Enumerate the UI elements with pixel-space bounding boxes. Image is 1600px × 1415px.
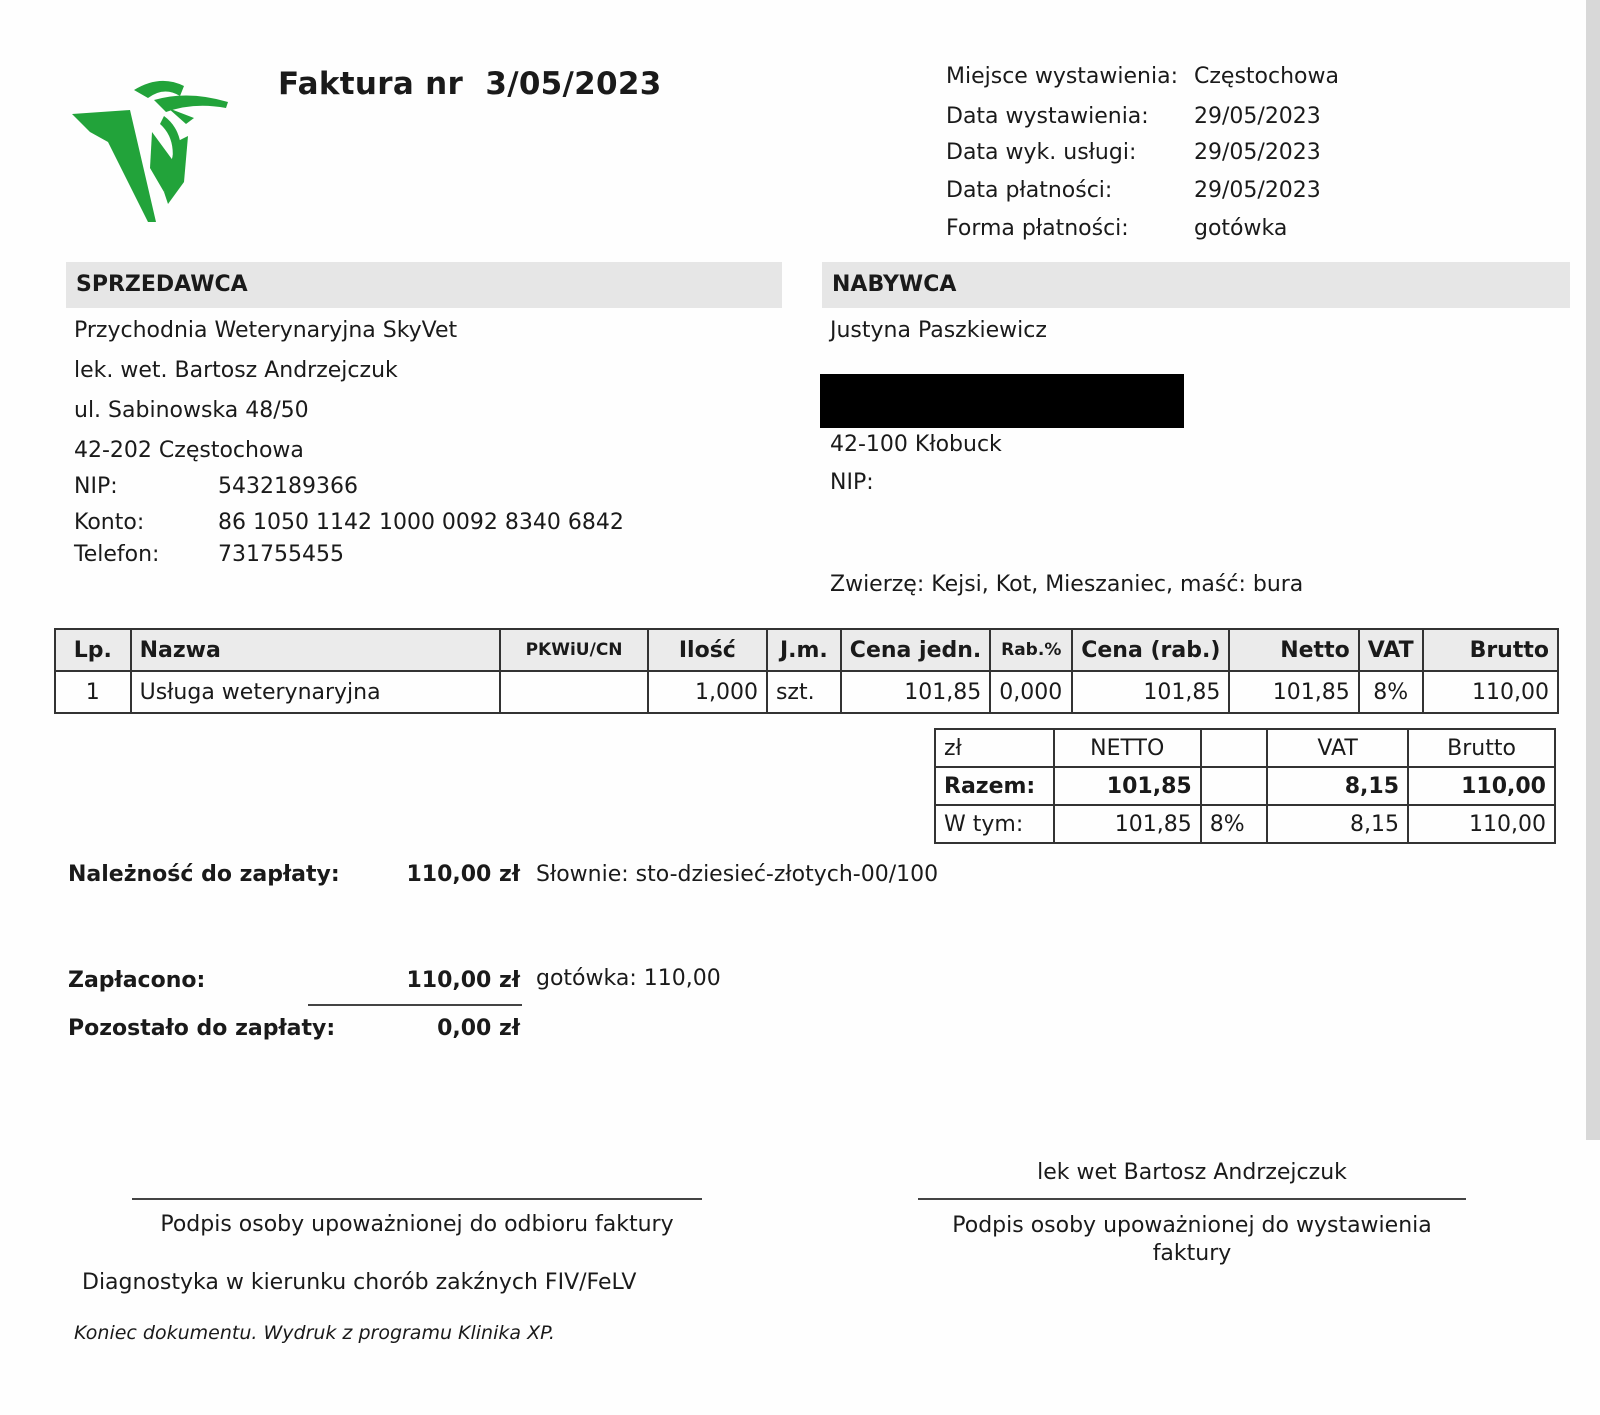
redacted-address [820, 374, 1184, 428]
col-net: Netto [1229, 629, 1358, 671]
cell-vat: 8% [1359, 671, 1423, 713]
seller-city: 42-202 Częstochowa [74, 438, 304, 463]
summary-total-vat: 8,15 [1267, 767, 1408, 805]
seller-person: lek. wet. Bartosz Andrzejczuk [74, 358, 398, 383]
table-row [55, 671, 1558, 713]
col-lp: Lp. [55, 629, 131, 671]
buyer-nip-label: NIP: [830, 470, 874, 495]
diagnosis-note: Diagnostyka w kierunku chorób zakźnych FIV/FeLV [82, 1270, 637, 1295]
summary-rate-header [1201, 729, 1267, 767]
remaining-value: 0,00 zł [437, 1016, 520, 1041]
items-header-row [55, 629, 1558, 671]
meta-place-value: Częstochowa [1194, 64, 1339, 89]
cell-unit: szt. [767, 671, 841, 713]
seller-nip: 5432189366 [218, 474, 358, 499]
cell-unit-price: 101,85 [841, 671, 990, 713]
col-unit-price: Cena jedn. [841, 629, 990, 671]
col-name: Nazwa [131, 629, 501, 671]
summary-incl-net: 101,85 [1054, 805, 1201, 843]
scan-edge [1586, 0, 1600, 1140]
amount-in-words: Słownie: sto-dziesieć-złotych-00/100 [536, 862, 939, 887]
summary-gross-header: Brutto [1408, 729, 1555, 767]
summary-incl-vat: 8,15 [1267, 805, 1408, 843]
seller-nip-label: NIP: [74, 474, 118, 499]
invoice-title: Faktura nr 3/05/2023 [278, 66, 662, 102]
summary-incl-rate: 8% [1201, 805, 1267, 843]
cell-lp: 1 [55, 671, 131, 713]
summary-incl-label: W tym: [935, 805, 1054, 843]
col-unit: J.m. [767, 629, 841, 671]
summary-incl-row [935, 805, 1555, 843]
summary-total-rate [1201, 767, 1267, 805]
meta-payment-date-label: Data płatności: [946, 178, 1113, 203]
meta-service-date-label: Data wyk. usługi: [946, 140, 1137, 165]
seller-account-label: Konto: [74, 510, 145, 535]
seller-street: ul. Sabinowska 48/50 [74, 398, 309, 423]
items-table [54, 628, 1559, 714]
clinic-logo-icon [68, 72, 238, 228]
cell-net: 101,85 [1229, 671, 1358, 713]
cell-gross: 110,00 [1423, 671, 1558, 713]
col-qty: Ilość [648, 629, 767, 671]
buyer-name: Justyna Paszkiewicz [830, 318, 1047, 343]
seller-header: SPRZEDAWCA [66, 262, 782, 308]
buyer-animal: Zwierzę: Kejsi, Kot, Mieszaniec, maść: bura [830, 572, 1304, 597]
col-vat: VAT [1359, 629, 1423, 671]
meta-payment-form-label: Forma płatności: [946, 216, 1129, 241]
summary-head-row [935, 729, 1555, 767]
vat-summary-table [934, 728, 1556, 844]
paid-underline [308, 1004, 522, 1006]
seller-account: 86 1050 1142 1000 0092 8340 6842 [218, 510, 624, 535]
cell-discounted-price: 101,85 [1072, 671, 1229, 713]
cell-pkwiu [500, 671, 647, 713]
summary-currency: zł [935, 729, 1054, 767]
summary-total-net: 101,85 [1054, 767, 1201, 805]
meta-payment-form-value: gotówka [1194, 216, 1288, 241]
amount-due-label: Należność do zapłaty: [68, 862, 340, 887]
col-discounted-price: Cena (rab.) [1072, 629, 1229, 671]
issuer-signature-caption: Podpis osoby upoważnionej do wystawienia faktury [952, 1213, 1432, 1266]
summary-total-gross: 110,00 [1408, 767, 1555, 805]
meta-service-date-value: 29/05/2023 [1194, 140, 1321, 165]
meta-issue-date-label: Data wystawienia: [946, 104, 1149, 129]
meta-issue-date-value: 29/05/2023 [1194, 104, 1321, 129]
summary-net-header: NETTO [1054, 729, 1201, 767]
summary-total-label: Razem: [935, 767, 1054, 805]
cell-qty: 1,000 [648, 671, 767, 713]
receiver-signature-line [132, 1198, 702, 1200]
paid-label: Zapłacono: [68, 968, 206, 993]
seller-phone-label: Telefon: [74, 542, 160, 567]
seller-phone: 731755455 [218, 542, 344, 567]
issuer-name: lek wet Bartosz Andrzejczuk [1037, 1160, 1347, 1185]
buyer-header: NABYWCA [822, 262, 1570, 308]
receiver-signature-caption: Podpis osoby upoważnionej do odbioru faktury [160, 1212, 674, 1237]
seller-name: Przychodnia Weterynaryjna SkyVet [74, 318, 458, 343]
buyer-city: 42-100 Kłobuck [830, 432, 1002, 457]
paid-value: 110,00 zł [406, 968, 520, 993]
paid-method: gotówka: 110,00 [536, 966, 721, 991]
col-pkwiu: PKWiU/CN [500, 629, 647, 671]
col-gross: Brutto [1423, 629, 1558, 671]
meta-place-label: Miejsce wystawienia: [946, 64, 1178, 89]
summary-vat-header: VAT [1267, 729, 1408, 767]
document-footer: Koniec dokumentu. Wydruk z programu Klinika XP. [74, 1322, 555, 1344]
col-discount: Rab.% [990, 629, 1072, 671]
amount-due-value: 110,00 zł [406, 862, 520, 887]
cell-discount: 0,000 [990, 671, 1072, 713]
issuer-signature-line [918, 1198, 1466, 1200]
summary-total-row [935, 767, 1555, 805]
remaining-label: Pozostało do zapłaty: [68, 1016, 336, 1041]
summary-incl-gross: 110,00 [1408, 805, 1555, 843]
cell-name: Usługa weterynaryjna [131, 671, 501, 713]
meta-payment-date-value: 29/05/2023 [1194, 178, 1321, 203]
